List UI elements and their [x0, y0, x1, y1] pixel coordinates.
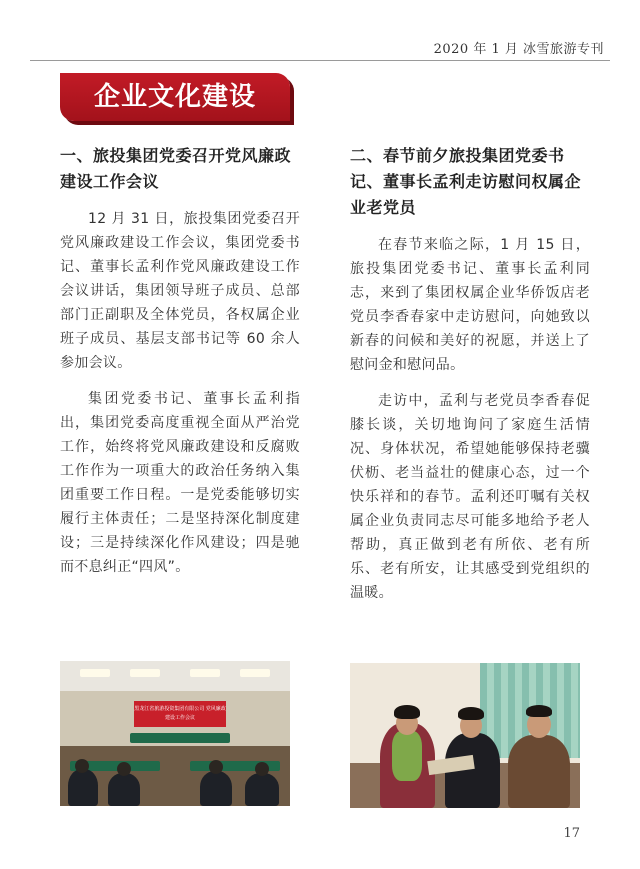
header-divider [30, 60, 610, 61]
ceiling-light [80, 669, 110, 677]
attendee [245, 773, 279, 806]
green-scarf [392, 731, 422, 781]
hair [458, 707, 484, 720]
article-2-paragraph-1: 在春节来临之际，1 月 15 日，旅投集团党委书记、董事长孟利同志，来到了集团权属企业华侨饭店老党员李香春家中走访慰问，向她致以新春的问候和美好的祝愿，并送上了慰问金和慰问品。 [350, 237, 590, 373]
article-1-heading: 一、旅投集团党委召开党风廉政建设工作会议 [60, 146, 292, 191]
attendee-head [255, 762, 269, 776]
podium-table [130, 733, 230, 743]
hair [394, 705, 420, 719]
meeting-banner: 黑龙江省旅游投资集团有限公司 党风廉政建设工作会议 [134, 701, 226, 727]
ceiling-light [190, 669, 220, 677]
attendee [68, 769, 98, 806]
left-column [60, 143, 300, 591]
meeting-photo [60, 661, 290, 806]
attendee-head [75, 759, 89, 773]
attendee [108, 773, 140, 806]
attendee-head [209, 760, 223, 774]
right-column [350, 143, 590, 617]
visit-photo [350, 663, 580, 808]
hair [526, 705, 552, 717]
article-2-paragraph-2: 走访中，孟利与老党员李香春促膝长谈，关切地询问了家庭生活情况、身体状况，希望她能够保持老骥伏枥、老当益壮的健康心态，过一个快乐祥和的春节。孟利还叮嘱有关权属企业负责同志尽可能多地给予老人帮助，真正做到老有所依、老有所乐、老有所安，让其感受到党组织的温暖。 [350, 393, 590, 601]
article-1-paragraph-1: 12 月 31 日，旅投集团党委召开党风廉政建设工作会议，集团党委书记、董事长孟利作党风廉政建设工作会议讲话，集团领导班子成员、总部部门正副职及全体党员，各权属企业班子成员、基层支部书记等 60 余人参加会议。 [60, 211, 300, 371]
ceiling [60, 661, 290, 691]
attendee-head [117, 762, 131, 776]
attendee [200, 771, 232, 806]
article-2-heading: 二、春节前夕旅投集团党委书记、董事长孟利走访慰问权属企业老党员 [350, 146, 582, 217]
section-banner: 企业文化建设 [60, 73, 290, 121]
article-1-paragraph-2: 集团党委书记、董事长孟利指出，集团党委高度重视全面从严治党工作，始终将党风廉政建设和反腐败工作作为一项重大的政治任务纳入集团重要工作日程。一是党委能够切实履行主体责任；二是坚持深化制度建设；三是持续深化作风建设；四是驰而不息纠正“四风”。 [60, 391, 300, 575]
issue-header: 2020 年 1 月 冰雪旅游专刊 [433, 42, 604, 57]
ceiling-light [130, 669, 160, 677]
ceiling-light [240, 669, 270, 677]
visitor-in-brown-coat [508, 735, 570, 808]
page-number: 17 [563, 826, 580, 841]
